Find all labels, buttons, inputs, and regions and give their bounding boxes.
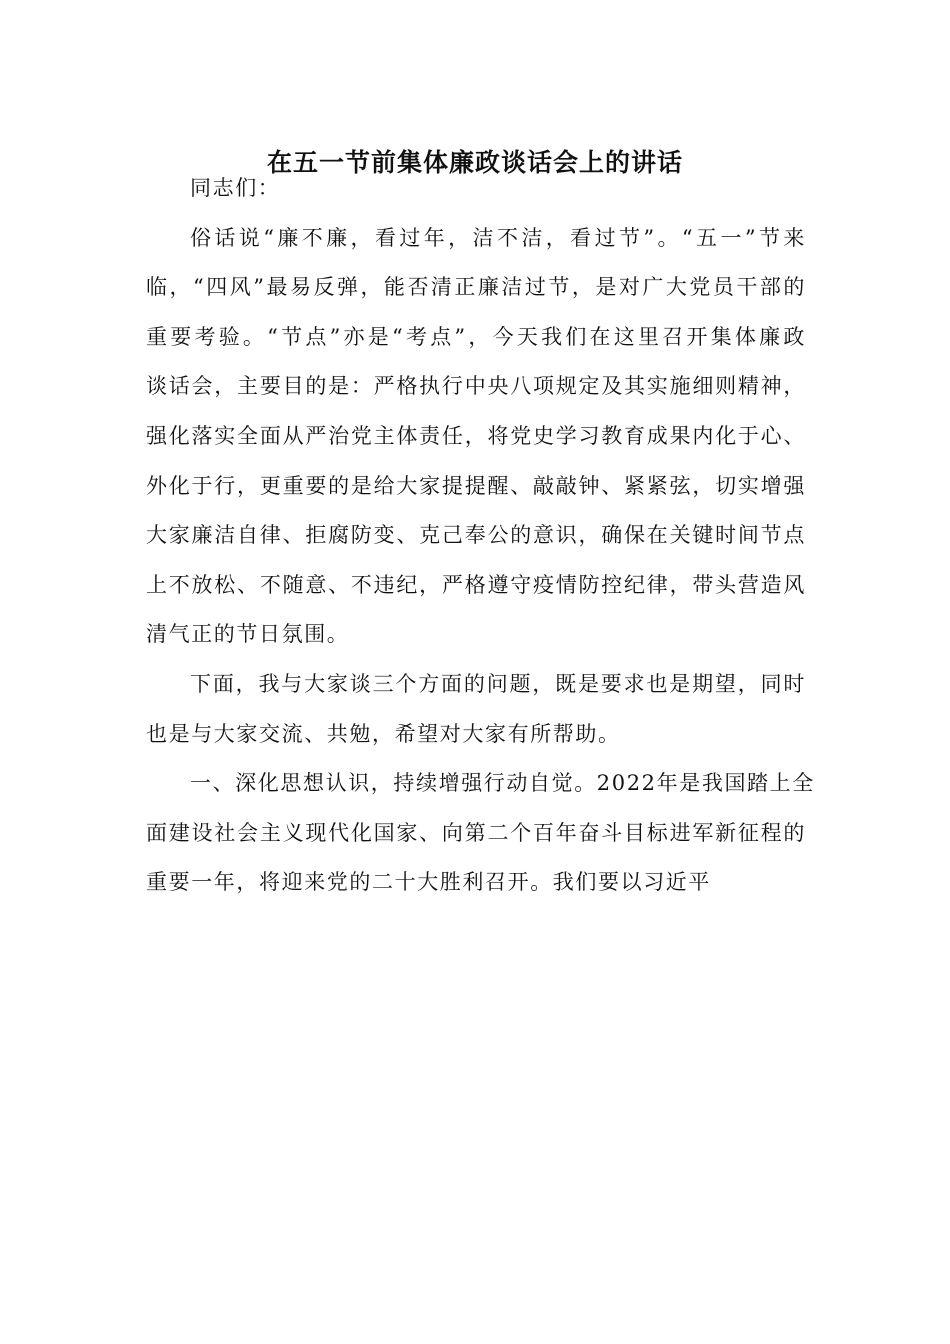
paragraph-line: 面建设社会主义现代化国家、向第二个百年奋斗目标进军新征程的 <box>146 820 806 845</box>
document-body <box>146 164 815 908</box>
paragraph-line: 外化于行，更重要的是给大家提提醒、敲敲钟、紧紧弦，切实增强 <box>146 473 806 498</box>
salutation-line: 同志们： <box>190 176 281 200</box>
paragraph-line: 重要考验。“节点”亦是“考点”，今天我们在这里召开集体廉政 <box>146 324 806 349</box>
paragraph-line: 清气正的节日氛围。 <box>146 622 350 647</box>
paragraph-line: 临，“四风”最易反弹，能否清正廉洁过节，是对广大党员干部的 <box>146 275 806 300</box>
paragraph-line: 也是与大家交流、共勉，希望对大家有所帮助。 <box>146 721 621 746</box>
paragraph-line: 大家廉洁自律、拒腐防变、克己奉公的意识，确保在关键时间节点 <box>146 523 806 548</box>
paragraph-line: 俗话说“廉不廉，看过年，洁不洁，看过节”。“五一”节来 <box>190 225 806 250</box>
paragraph-line: 上不放松、不随意、不违纪，严格遵守疫情防控纪律，带头营造风 <box>146 572 806 597</box>
paragraph-line: 下面，我与大家谈三个方面的问题，既是要求也是期望，同时 <box>190 671 806 696</box>
paragraph-line: 强化落实全面从严治党主体责任，将党史学习教育成果内化于心、 <box>146 423 806 448</box>
paragraph-line: 谈话会，主要目的是：严格执行中央八项规定及其实施细则精神， <box>146 374 806 399</box>
paragraph-line: 重要一年，将迎来党的二十大胜利召开。我们要以习近平 <box>146 870 711 895</box>
document-title: 在五一节前集体廉政谈话会上的讲话 <box>266 148 683 177</box>
section-heading-line: 一、深化思想认识，持续增强行动自觉。2022年是我国踏上全 <box>190 771 815 796</box>
